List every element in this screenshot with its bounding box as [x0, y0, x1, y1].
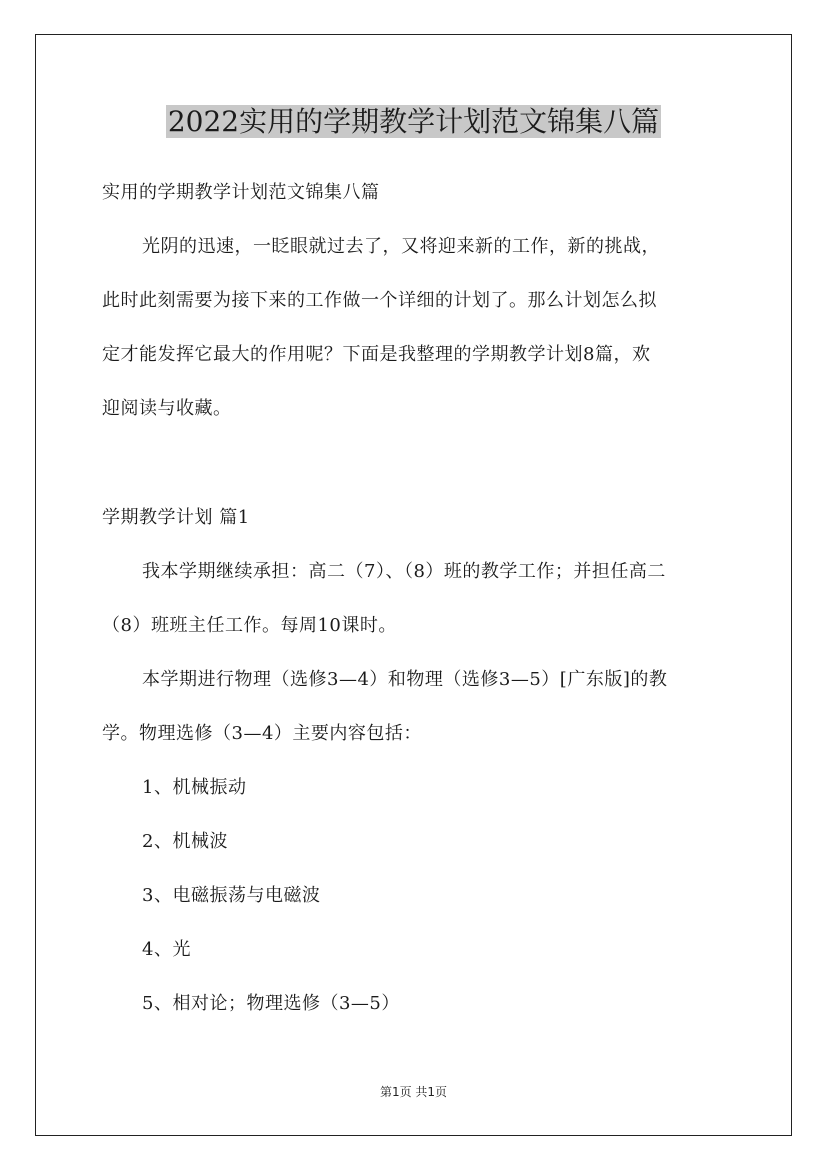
- paragraph-line: 光阴的迅速，一眨眼就过去了，又将迎来新的工作，新的挑战，: [142, 236, 660, 257]
- list-item: 4、光: [142, 939, 191, 960]
- section-heading: 学期教学计划 篇1: [102, 507, 250, 528]
- document-title-text: 2022实用的学期教学计划范文锦集八篇: [167, 105, 660, 138]
- page-footer: 第1页 共1页: [379, 1085, 448, 1099]
- subtitle-line: 实用的学期教学计划范文锦集八篇: [102, 182, 380, 203]
- paragraph-line: 我本学期继续承担：高二（7）、（8）班的教学工作；并担任高二: [142, 561, 666, 582]
- paragraph-line: 本学期进行物理（选修3—4）和物理（选修3—5）[广东版]的教: [142, 669, 668, 690]
- list-item: 2、机械波: [142, 831, 228, 852]
- paragraph-line: 迎阅读与收藏。: [102, 398, 232, 419]
- paragraph-line: 此时此刻需要为接下来的工作做一个详细的计划了。那么计划怎么拟: [102, 290, 657, 311]
- paragraph-line: 学。物理选修（3—4）主要内容包括：: [102, 723, 422, 744]
- paragraph-line: （8）班班主任工作。每周10课时。: [102, 615, 397, 636]
- list-item: 3、电磁振荡与电磁波: [142, 885, 321, 906]
- list-item: 5、相对论；物理选修（3—5）: [142, 993, 400, 1014]
- list-item: 1、机械振动: [142, 777, 247, 798]
- document-title: [0, 100, 827, 144]
- paragraph-line: 定才能发挥它最大的作用呢？下面是我整理的学期教学计划8篇，欢: [102, 344, 651, 365]
